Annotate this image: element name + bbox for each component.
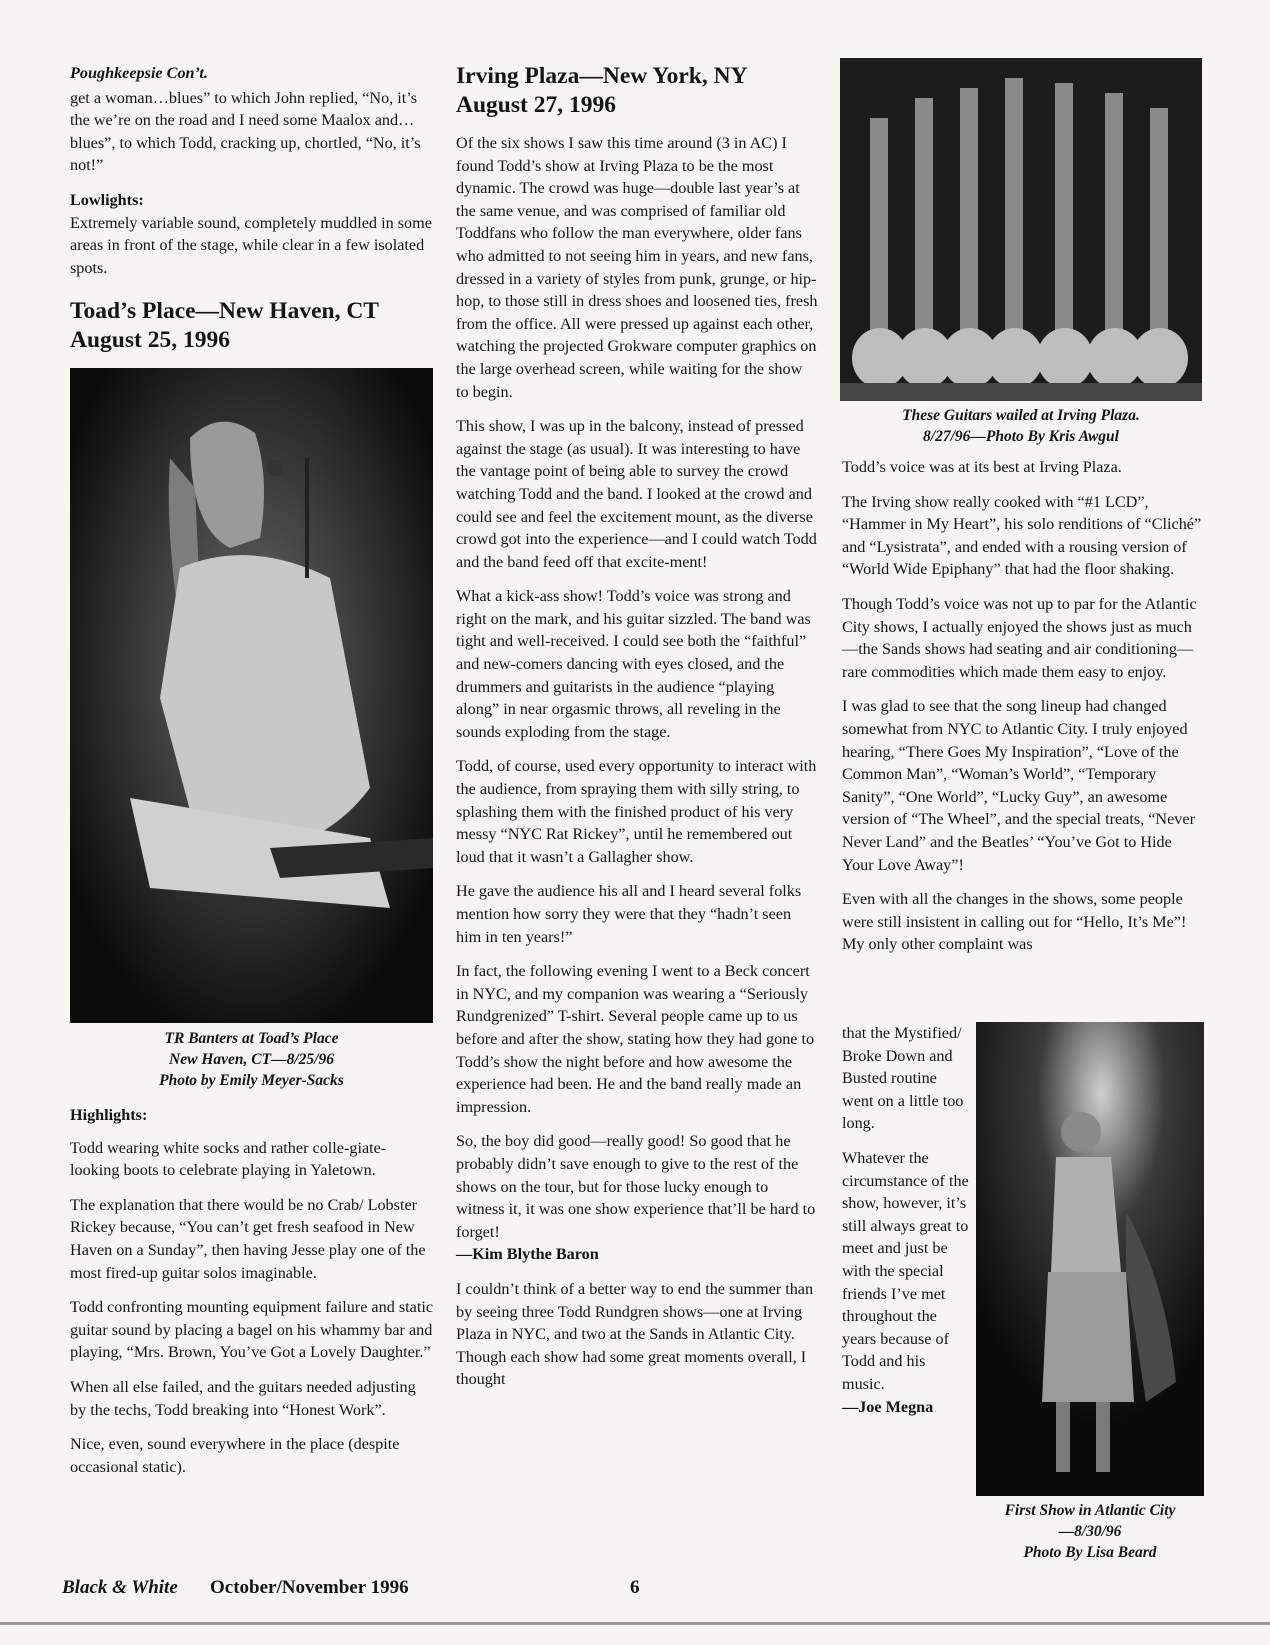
lowlights-text: Extremely variable sound, completely muddled in some areas in front of the stage, while clear in a few isolated spots.: [70, 213, 432, 277]
column-right: [842, 456, 1206, 956]
photo3-caption-line3: Photo By Lisa Beard: [1023, 1544, 1157, 1561]
irving-paragraph: Todd, of course, used every opportunity to interact with the audience, from spraying them with silly string, to splashing them with the finished product of his very messy “NYC Rat Rickey”, until he remembered out loud that it wasn’t a Gallagher show.: [456, 757, 817, 866]
page-number: 6: [630, 1577, 640, 1598]
highlight-item: Nice, even, sound everywhere in the place (despite occasional static).: [70, 1435, 400, 1476]
irving-headline-line2: August 27, 1996: [456, 92, 616, 118]
page-footer: [62, 1577, 1212, 1607]
right-paragraph: The Irving show really cooked with “#1 LCD”, “Hammer in My Heart”, his solo renditions of “Cliché” and “Lysistrata”, and ended with a rousing version of “World Wide Epiphany” that had the floor shaking.: [842, 492, 1202, 579]
highlight-item: Todd wearing white socks and rather colle-giate-looking boots to celebrate playing in Yaletown.: [70, 1138, 387, 1180]
signature-joe-megna: —Joe Megna: [842, 1397, 934, 1416]
right-paragraph: Todd’s voice was at its best at Irving Plaza.: [842, 458, 1122, 476]
photo3-caption: [976, 1500, 1204, 1563]
toads-headline-line1: Toad’s Place—New Haven, CT: [70, 298, 379, 325]
photo1-caption-line1: TR Banters at Toad’s Place: [164, 1030, 339, 1047]
photo2-caption-line1: These Guitars wailed at Irving Plaza.: [902, 407, 1140, 424]
issue-date: October/November 1996: [210, 1577, 409, 1598]
right-paragraph: Even with all the changes in the shows, some people were still insistent in calling out for “Hello, It’s Me”! My only other complaint was: [842, 890, 1187, 954]
narrow-paragraph: Whatever the circumstance of the show, however, it’s still always great to meet and just be with the special friends I’ve met throughout the years because of Todd and his music.: [842, 1148, 969, 1393]
column-left: [70, 62, 435, 355]
narrow-text-column: [842, 1022, 970, 1430]
atlantic-city-intro: I couldn’t think of a better way to end the summer than by seeing three Todd Rundgren shows—one at Irving Plaza in NYC, and two at the Sands in Atlantic City. Though each show had some great moments overall, I thought: [456, 1279, 814, 1389]
bottom-rule: [0, 1622, 1270, 1625]
irving-headline-line1: Irving Plaza—New York, NY: [456, 63, 748, 89]
photo1-caption-line3: Photo by Emily Meyer-Sacks: [159, 1072, 344, 1089]
guitars-photo-icon: [840, 58, 1202, 401]
signature-kim-blythe-baron: —Kim Blythe Baron: [456, 1245, 599, 1264]
photo1-caption: [70, 1028, 433, 1091]
photo-first-show-atlantic-city: [976, 1022, 1204, 1496]
right-paragraph: Though Todd’s voice was not up to par for the Atlantic City shows, I actually enjoyed the shows just as much—the Sands shows had seating and air conditioning—rare commodities which made them easy to enjoy.: [842, 594, 1197, 681]
guitarist-photo-icon: [70, 368, 433, 1023]
photo-guitars-irving-plaza: [840, 58, 1202, 401]
irving-paragraph: In fact, the following evening I went to a Beck concert in NYC, and my companion was wearing a “Seriously Rundgrenized” T-shirt. Several people came up to us before and after the show, stating how they had gone to Todd’s show the night before and how awesome the experience had been. He and the band really made an impression.: [456, 962, 815, 1116]
irving-plaza-headline: [456, 62, 818, 120]
photo1-caption-line2: New Haven, CT—8/25/96: [169, 1051, 334, 1068]
performer-photo-icon: [976, 1022, 1204, 1496]
photo2-caption: [840, 405, 1202, 447]
irving-paragraph: Of the six shows I saw this time around (3 in AC) I found Todd’s show at Irving Plaza to be the most dynamic. The crowd was huge—double last year’s at the same venue, and was comprised of familiar old Toddfans who follow the man everywhere, older fans who admitted to not seeing him in years, and new fans, dressed in a variety of styles from punk, grunge, or hip-hop, to those still in dress shoes and loosened ties, fresh from the office. All were pressed up against each other, watching the projected Grokware computer graphics on the large overhead screen, while waiting for the show to begin.: [456, 134, 818, 401]
highlight-item: The explanation that there would be no Crab/ Lobster Rickey because, “You can’t get fresh seafood in New Haven on a Sunday”, then having Jesse play one of the most fired-up guitar solos imaginable.: [70, 1195, 426, 1282]
irving-paragraph: This show, I was up in the balcony, instead of pressed against the stage (as usual). It was interesting to have the vantage point of being able to survey the crowd watching Todd and the band. I looked at the crowd and could see and feel the excitement mount, as the diverse crowd got into the experience—and I could watch Todd and the band feed off that excite-ment!: [456, 417, 817, 571]
highlight-item: Todd confronting mounting equipment failure and static guitar sound by placing a bagel on his whammy bar and playing, “Mrs. Brown, You’ve Got a Lovely Daughter.”: [70, 1298, 434, 1362]
irving-paragraph: What a kick-ass show! Todd’s voice was strong and right on the mark, and his guitar sizzled. The band was tight and well-received. I could see both the “faithful” and new-comers dancing with eyes closed, and the drummers and guitarists in the audience “playing along” in near orgasmic throws, all reveling in the sounds exploding from the stage.: [456, 587, 811, 741]
narrow-paragraph: that the Mystified/ Broke Down and Busted routine went on a little too long.: [842, 1024, 964, 1133]
publication-name: Black & White: [62, 1577, 178, 1598]
continued-paragraph: get a woman…blues” to which John replied, “No, it’s the we’re on the road and I need some Maalox and…blues”, to which Todd, cracking up, chortled, “No, it’s not!”: [70, 88, 421, 175]
photo3-caption-line2: —8/30/96: [1058, 1523, 1122, 1540]
lowlights-heading: Lowlights:: [70, 190, 144, 209]
highlight-item: When all else failed, and the guitars needed adjusting by the techs, Todd breaking into “Honest Work”.: [70, 1377, 416, 1419]
highlights-heading: Highlights:: [70, 1106, 148, 1124]
irving-paragraph: He gave the audience his all and I heard several folks mention how sorry they were that they “hadn’t seen him in ten years!”: [456, 882, 802, 946]
photo2-caption-line2: 8/27/96—Photo By Kris Awgul: [923, 428, 1119, 445]
photo-todd-at-toads-place: [70, 368, 433, 1023]
column-middle: [456, 62, 818, 1403]
photo3-caption-line1: First Show in Atlantic City: [1004, 1502, 1176, 1519]
irving-paragraph: So, the boy did good—really good! So good that he probably didn’t save enough to give to the rest of the shows on the tour, but for those lucky enough to witness it, it was one show experience that’ll be hard to forget!: [456, 1132, 816, 1241]
continued-kicker: Poughkeepsie Con’t.: [70, 64, 208, 82]
toads-headline-line2: August 25, 1996: [70, 327, 230, 354]
highlights-section: [70, 1104, 435, 1490]
toads-place-headline: [70, 297, 435, 355]
right-paragraph: I was glad to see that the song lineup had changed somewhat from NYC to Atlantic City. I truly enjoyed hearing, “There Goes My Inspiration”, “Love of the Common Man”, “Woman’s World”, “Temporary Sanity”, “One World”, “Lucky Guy”, an awesome version of “The Wheel”, and the special treats, “Never Never Land” and the Beatles’ “You’ve Got to Hide Your Love Away”!: [842, 697, 1195, 874]
